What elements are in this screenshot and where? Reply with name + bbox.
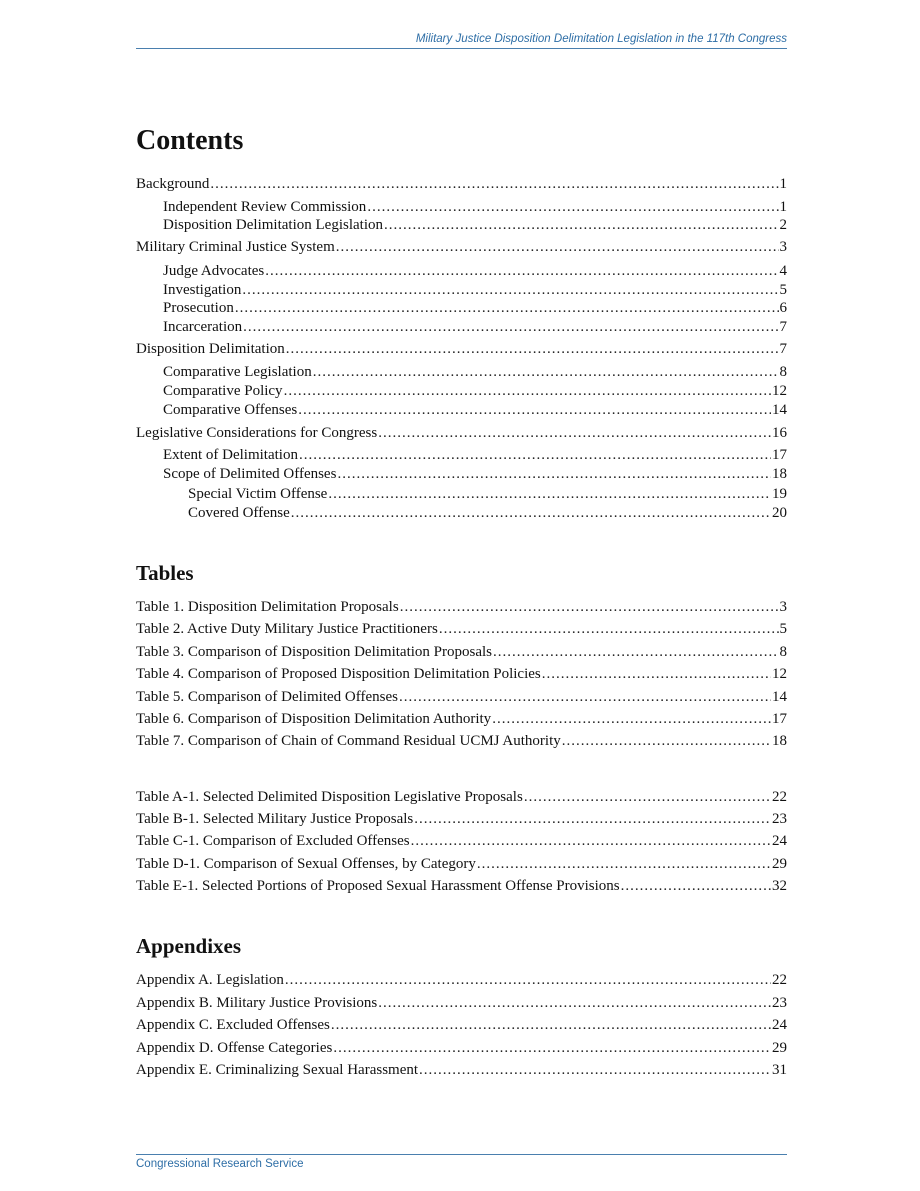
page-footer: Congressional Research Service bbox=[136, 1154, 787, 1170]
toc-entry[interactable] bbox=[136, 238, 787, 256]
toc-entry-page: 7 bbox=[779, 319, 787, 335]
toc-entry[interactable] bbox=[136, 504, 787, 522]
leader-dots bbox=[400, 598, 779, 616]
table-entry-page: 23 bbox=[772, 811, 787, 827]
toc-entry-page: 1 bbox=[779, 176, 787, 192]
leader-dots bbox=[621, 877, 771, 895]
toc-entry-page: 4 bbox=[779, 263, 787, 279]
toc-entry[interactable] bbox=[136, 465, 787, 483]
table-entry-label: Table C-1. Comparison of Excluded Offenses bbox=[136, 833, 410, 849]
table-entry-label: Table A-1. Selected Delimited Disposition Legislative Proposals bbox=[136, 789, 523, 805]
leader-dots bbox=[242, 281, 778, 299]
leader-dots bbox=[328, 485, 771, 503]
leader-dots bbox=[331, 1016, 771, 1034]
toc-entry-label: Incarceration bbox=[163, 319, 243, 335]
toc-entry-label: Legislative Considerations for Congress bbox=[136, 425, 378, 441]
toc-entry-label: Covered Offense bbox=[188, 505, 290, 521]
table-entry-page: 14 bbox=[772, 689, 787, 705]
appendix-entry-page: 29 bbox=[772, 1040, 787, 1056]
appendix-entry[interactable] bbox=[136, 994, 787, 1012]
leader-dots bbox=[399, 688, 771, 706]
table-entry-page: 18 bbox=[772, 733, 787, 749]
toc-entry-label: Military Criminal Justice System bbox=[136, 239, 335, 255]
appendix-entry-page: 31 bbox=[772, 1062, 787, 1078]
table-entry-label: Table 7. Comparison of Chain of Command Residual UCMJ Authority bbox=[136, 733, 561, 749]
tables-title: Tables bbox=[136, 561, 194, 585]
leader-dots bbox=[284, 382, 771, 400]
toc-entry-page: 16 bbox=[772, 425, 787, 441]
toc-entry-page: 19 bbox=[772, 486, 787, 502]
toc-entry-page: 18 bbox=[772, 466, 787, 482]
leader-dots bbox=[285, 971, 771, 989]
appendix-entry[interactable] bbox=[136, 1061, 787, 1079]
table-entry-label: Table B-1. Selected Military Justice Proposals bbox=[136, 811, 414, 827]
table-entry-label: Table 2. Active Duty Military Justice Practitioners bbox=[136, 621, 438, 637]
leader-dots bbox=[298, 401, 771, 419]
table-entry-label: Table 1. Disposition Delimitation Proposals bbox=[136, 599, 399, 615]
appendixes-title: Appendixes bbox=[136, 934, 242, 958]
table-entry-label: Table D-1. Comparison of Sexual Offenses, by Category bbox=[136, 856, 476, 872]
table-entry[interactable] bbox=[136, 710, 787, 728]
leader-dots bbox=[492, 710, 771, 728]
leader-dots bbox=[299, 446, 771, 464]
toc-entry[interactable] bbox=[136, 318, 787, 336]
leader-dots bbox=[378, 994, 771, 1012]
table-entry-page: 24 bbox=[772, 833, 787, 849]
leader-dots bbox=[291, 504, 771, 522]
table-entry-page: 32 bbox=[772, 878, 787, 894]
appendix-entry-label: Appendix B. Military Justice Provisions bbox=[136, 995, 378, 1011]
appendix-entry-label: Appendix A. Legislation bbox=[136, 972, 284, 988]
leader-dots bbox=[367, 198, 778, 216]
toc-entry[interactable] bbox=[136, 175, 787, 193]
toc-entry[interactable] bbox=[136, 363, 787, 381]
table-entry-page: 12 bbox=[772, 666, 787, 682]
table-entry[interactable] bbox=[136, 877, 787, 895]
leader-dots bbox=[337, 465, 771, 483]
table-entry[interactable] bbox=[136, 788, 787, 806]
toc-entry-label: Judge Advocates bbox=[163, 263, 265, 279]
table-entry[interactable] bbox=[136, 855, 787, 873]
toc-entry-page: 12 bbox=[772, 383, 787, 399]
toc-entry[interactable] bbox=[136, 485, 787, 503]
leader-dots bbox=[562, 732, 771, 750]
toc-entry[interactable] bbox=[136, 424, 787, 442]
toc-entry[interactable] bbox=[136, 382, 787, 400]
appendix-entry-label: Appendix D. Offense Categories bbox=[136, 1040, 333, 1056]
table-entry[interactable] bbox=[136, 832, 787, 850]
table-entry[interactable] bbox=[136, 688, 787, 706]
leader-dots bbox=[542, 665, 771, 683]
table-entry-page: 8 bbox=[779, 644, 787, 660]
table-entry[interactable] bbox=[136, 643, 787, 661]
table-entry-page: 22 bbox=[772, 789, 787, 805]
toc-entry-page: 1 bbox=[779, 199, 787, 215]
table-entry-label: Table 6. Comparison of Disposition Delimitation Authority bbox=[136, 711, 492, 727]
table-entry-page: 17 bbox=[772, 711, 787, 727]
leader-dots bbox=[477, 855, 771, 873]
table-entry[interactable] bbox=[136, 732, 787, 750]
leader-dots bbox=[524, 788, 771, 806]
table-entry-label: Table 4. Comparison of Proposed Disposition Delimitation Policies bbox=[136, 666, 541, 682]
leader-dots bbox=[243, 318, 778, 336]
leader-dots bbox=[336, 238, 779, 256]
toc-entry-page: 2 bbox=[779, 217, 787, 233]
toc-entry[interactable] bbox=[136, 401, 787, 419]
appendix-entry-page: 22 bbox=[772, 972, 787, 988]
toc-entry-label: Investigation bbox=[163, 282, 242, 298]
leader-dots bbox=[419, 1061, 771, 1079]
leader-dots bbox=[265, 262, 778, 280]
table-entry-label: Table 3. Comparison of Disposition Delimitation Proposals bbox=[136, 644, 493, 660]
toc-entry-label: Special Victim Offense bbox=[188, 486, 328, 502]
leader-dots bbox=[493, 643, 778, 661]
table-entry[interactable] bbox=[136, 598, 787, 616]
table-entry-label: Table E-1. Selected Portions of Proposed Sexual Harassment Offense Provisions bbox=[136, 878, 620, 894]
appendix-entry[interactable] bbox=[136, 971, 787, 989]
toc-entry-label: Disposition Delimitation bbox=[136, 341, 285, 357]
leader-dots bbox=[333, 1039, 771, 1057]
toc-entry-page: 7 bbox=[779, 341, 787, 357]
appendix-entry[interactable] bbox=[136, 1039, 787, 1057]
toc-entry-page: 8 bbox=[779, 364, 787, 380]
toc-entry-page: 3 bbox=[779, 239, 787, 255]
leader-dots bbox=[235, 299, 779, 317]
leader-dots bbox=[411, 832, 771, 850]
table-entry-label: Table 5. Comparison of Delimited Offenses bbox=[136, 689, 398, 705]
running-header: Military Justice Disposition Delimitation Legislation in the 117th Congress bbox=[136, 33, 787, 49]
leader-dots bbox=[414, 810, 771, 828]
toc-entry[interactable] bbox=[136, 281, 787, 299]
toc-entry[interactable] bbox=[136, 216, 787, 234]
toc-entry-page: 20 bbox=[772, 505, 787, 521]
toc-entry-page: 17 bbox=[772, 447, 787, 463]
toc-entry-label: Prosecution bbox=[163, 300, 234, 316]
appendix-entry-page: 23 bbox=[772, 995, 787, 1011]
toc-entry-page: 5 bbox=[779, 282, 787, 298]
toc-entry[interactable] bbox=[136, 446, 787, 464]
toc-entry-page: 14 bbox=[772, 402, 787, 418]
toc-entry-label: Extent of Delimitation bbox=[163, 447, 298, 463]
toc-entry-label: Disposition Delimitation Legislation bbox=[163, 217, 383, 233]
leader-dots bbox=[210, 175, 778, 193]
appendix-entry-label: Appendix E. Criminalizing Sexual Harassment bbox=[136, 1062, 419, 1078]
appendix-entry-label: Appendix C. Excluded Offenses bbox=[136, 1017, 330, 1033]
toc-entry-label: Independent Review Commission bbox=[163, 199, 367, 215]
toc-entry[interactable] bbox=[136, 340, 787, 358]
toc-entry-label: Background bbox=[136, 176, 210, 192]
toc-entry-label: Comparative Policy bbox=[163, 383, 283, 399]
leader-dots bbox=[439, 620, 779, 638]
table-entry-page: 29 bbox=[772, 856, 787, 872]
toc-entry[interactable] bbox=[136, 299, 787, 317]
table-entry-page: 3 bbox=[779, 599, 787, 615]
leader-dots bbox=[384, 216, 779, 234]
table-entry[interactable] bbox=[136, 810, 787, 828]
toc-entry[interactable] bbox=[136, 262, 787, 280]
table-entry[interactable] bbox=[136, 620, 787, 638]
toc-entry-label: Scope of Delimited Offenses bbox=[163, 466, 337, 482]
appendix-entry-page: 24 bbox=[772, 1017, 787, 1033]
toc-entry[interactable] bbox=[136, 198, 787, 216]
leader-dots bbox=[286, 340, 779, 358]
leader-dots bbox=[378, 424, 771, 442]
appendix-entry[interactable] bbox=[136, 1016, 787, 1034]
table-entry[interactable] bbox=[136, 665, 787, 683]
leader-dots bbox=[313, 363, 779, 381]
toc-entry-page: 6 bbox=[779, 300, 787, 316]
toc-entry-label: Comparative Legislation bbox=[163, 364, 312, 380]
table-entry-page: 5 bbox=[779, 621, 787, 637]
contents-title: Contents bbox=[136, 125, 244, 156]
toc-entry-label: Comparative Offenses bbox=[163, 402, 298, 418]
